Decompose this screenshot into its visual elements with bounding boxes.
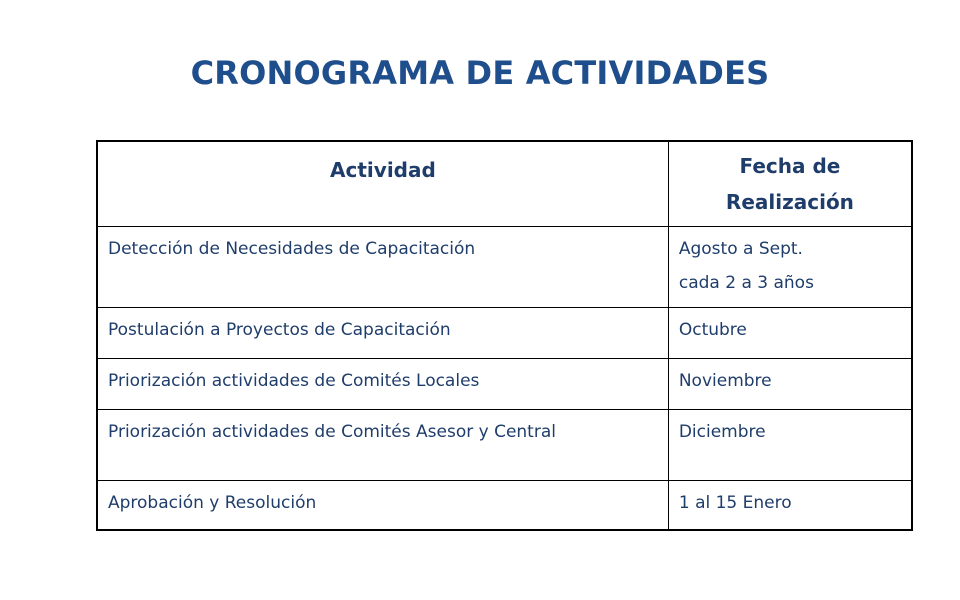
cell-date: Diciembre (668, 410, 912, 481)
cell-activity: Postulación a Proyectos de Capacitación (97, 308, 668, 359)
table-row (97, 359, 912, 410)
table-row (97, 481, 912, 531)
header-activity-label: Actividad (330, 158, 436, 182)
cell-activity: Priorización actividades de Comités Asesor y Central (97, 410, 668, 481)
page-title: CRONOGRAMA DE ACTIVIDADES (190, 54, 770, 92)
cell-date: 1 al 15 Enero (668, 481, 912, 531)
cell-date-line2: cada 2 a 3 años (678, 273, 814, 293)
header-date (668, 141, 912, 227)
header-activity (97, 141, 668, 227)
table-row (97, 227, 912, 308)
header-row (97, 141, 912, 227)
cell-date: Noviembre (668, 359, 912, 410)
header-date-line2: Realización (725, 190, 854, 214)
cell-activity: Detección de Necesidades de Capacitación (97, 227, 668, 308)
table-row (97, 308, 912, 359)
cell-date: Octubre (668, 308, 912, 359)
table-header (97, 141, 912, 227)
table-body (97, 227, 912, 531)
table-row (97, 410, 912, 481)
cell-date (668, 227, 912, 308)
schedule-table (96, 140, 913, 531)
cell-date-line1: Agosto a Sept. (678, 239, 803, 259)
header-date-line1: Fecha de (739, 154, 841, 178)
cell-activity: Priorización actividades de Comités Locales (97, 359, 668, 410)
cell-activity: Aprobación y Resolución (97, 481, 668, 531)
